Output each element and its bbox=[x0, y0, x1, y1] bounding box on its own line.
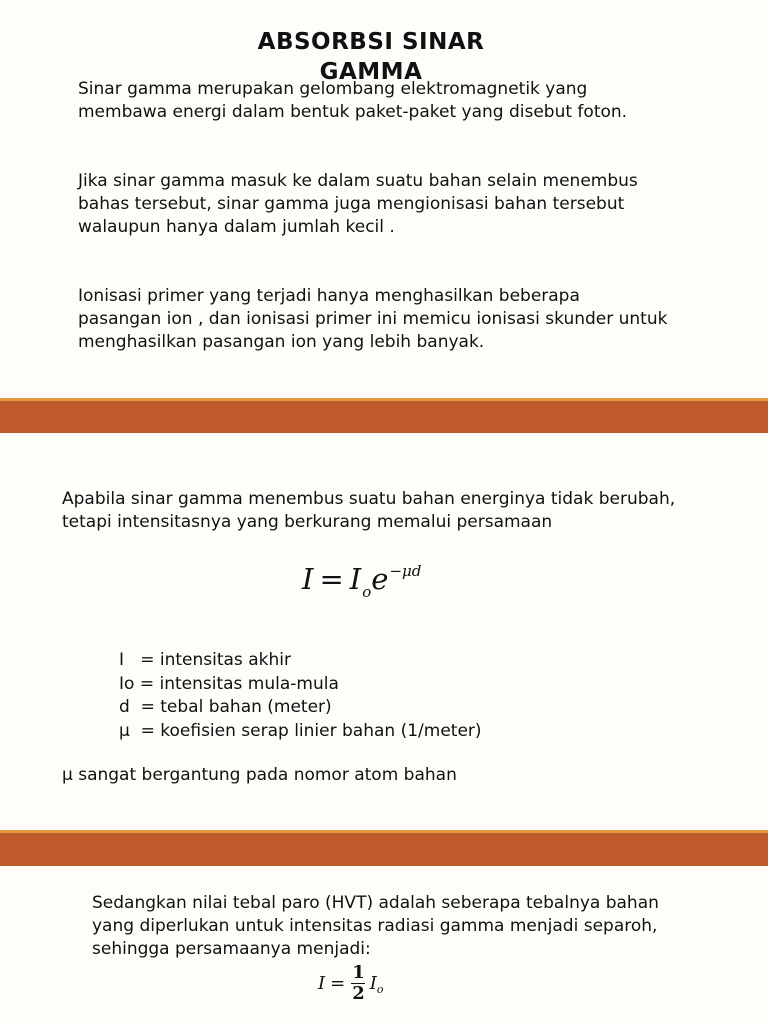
definition-row: d = tebal bahan (meter) bbox=[119, 697, 332, 717]
fraction-one-half bbox=[350, 963, 367, 1004]
formula-lhs: I bbox=[302, 562, 314, 596]
formula-rhs-subscript: o bbox=[376, 983, 384, 996]
formula-rhs: I bbox=[369, 973, 377, 994]
fraction-numerator: 1 bbox=[352, 962, 365, 983]
fraction-denominator: 2 bbox=[352, 983, 365, 1004]
paragraph-hvt: Sedangkan nilai tebal paro (HVT) adalah seberapa tebalnya bahan yang diperlukan untuk intensitas radiasi gamma menjadi separoh, sehingga persamaanya menjadi: bbox=[92, 893, 659, 959]
paragraph-attenuation-intro: Apabila sinar gamma menembus suatu bahan energinya tidak berubah, tetapi intensitasnya yang berkurang memalui persamaan bbox=[62, 489, 676, 532]
definition-row: μ = koefisien serap linier bahan (1/meter) bbox=[119, 720, 482, 741]
formula-lhs: I bbox=[318, 973, 326, 994]
slide-1 bbox=[0, 0, 768, 398]
formula-equals: = bbox=[330, 973, 346, 994]
formula-i0-subscript: o bbox=[362, 583, 372, 601]
formula-exp-base: e bbox=[371, 562, 389, 596]
definition-row: I = intensitas akhir bbox=[119, 650, 291, 670]
paragraph-primary-ionization: Ionisasi primer yang terjadi hanya menghasilkan beberapa pasangan ion , dan ionisasi primer ini memicu ionisasi skunder untuk menghasilkan pasangan ion yang lebih banyak. bbox=[78, 286, 668, 352]
formula-i0: I bbox=[349, 562, 362, 596]
paragraph-ionization: Jika sinar gamma masuk ke dalam suatu bahan selain menembus bahas tersebut, sinar gamma juga mengionisasi bahan tersebut walaupun hanya dalam jumlah kecil . bbox=[78, 171, 638, 237]
formula-exponent: −μd bbox=[389, 562, 422, 580]
attenuation-formula bbox=[302, 562, 422, 601]
paragraph-gamma-definition: Sinar gamma merupakan gelombang elektromagnetik yang membawa energi dalam bentuk paket-paket yang disebut foton. bbox=[78, 79, 628, 122]
slide-divider bbox=[0, 398, 768, 433]
paragraph-mu-note: μ sangat bergantung pada nomor atom bahan bbox=[62, 765, 457, 785]
slide-divider bbox=[0, 830, 768, 866]
hvt-formula bbox=[318, 963, 384, 1004]
slide-title: ABSORBSI SINAR GAMMA bbox=[257, 29, 485, 85]
variable-definitions bbox=[119, 649, 482, 743]
definition-row: Io = intensitas mula-mula bbox=[119, 673, 339, 694]
formula-equals: = bbox=[319, 562, 344, 596]
